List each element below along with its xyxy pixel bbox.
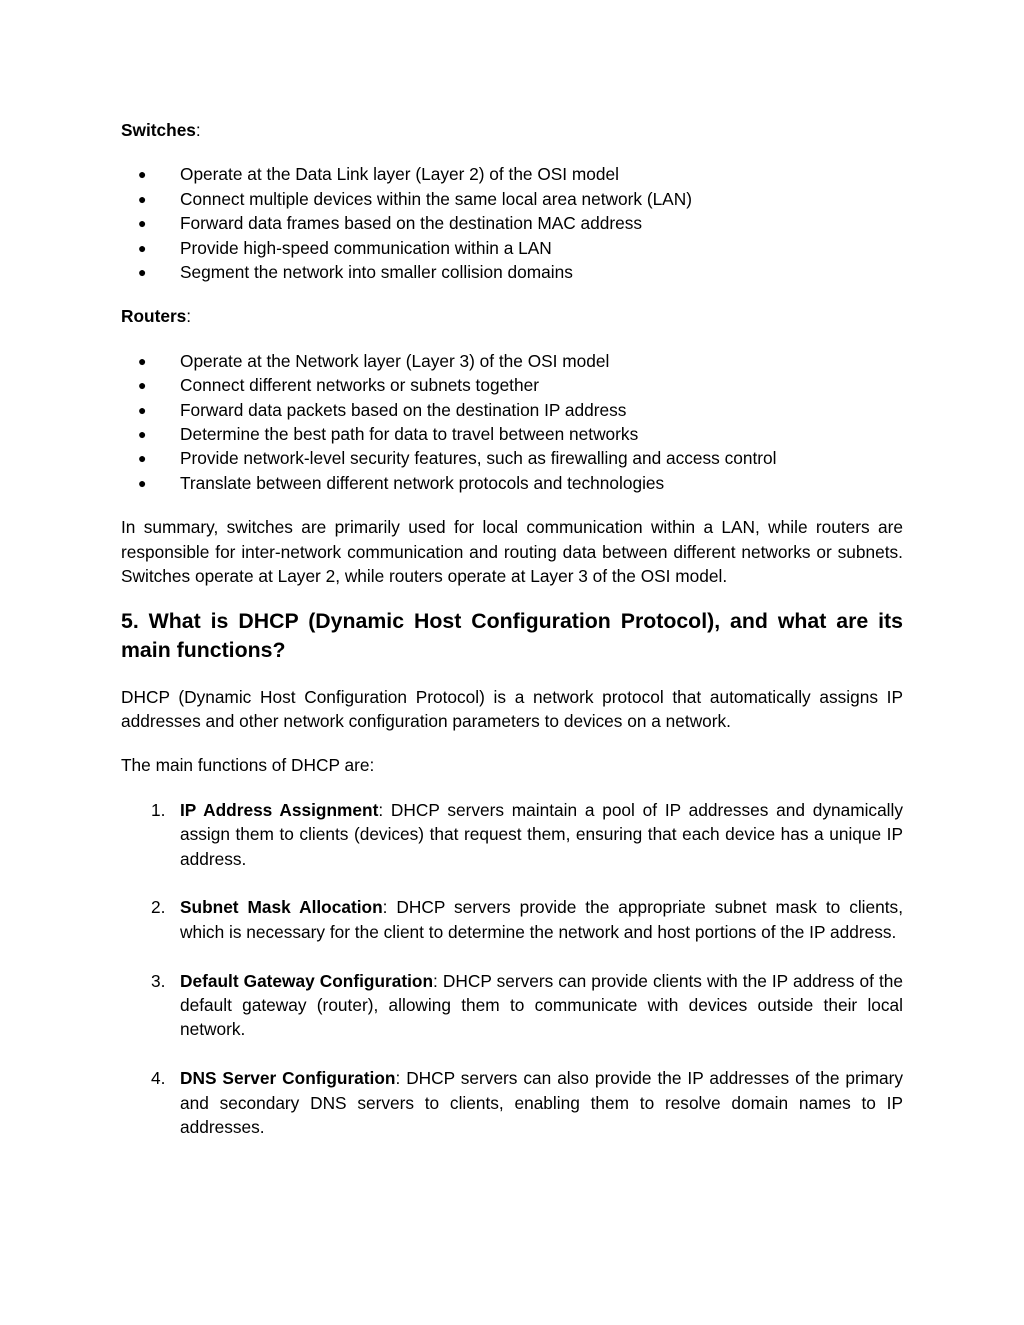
function-term: Subnet Mask Allocation bbox=[180, 897, 383, 918]
list-item-text: Segment the network into smaller collision domains bbox=[180, 262, 573, 283]
function-number: 1. bbox=[151, 799, 166, 820]
switches-heading bbox=[121, 118, 903, 142]
routers-heading bbox=[121, 304, 903, 328]
function-number: 2. bbox=[151, 897, 166, 918]
list-item-text: Translate between different network protocols and technologies bbox=[180, 472, 665, 493]
list-item-text: Connect different networks or subnets together bbox=[180, 375, 539, 396]
switches-list bbox=[121, 162, 903, 284]
bullet-icon: ● bbox=[138, 352, 147, 369]
list-item bbox=[121, 260, 903, 284]
function-description: : DHCP servers can also provide the IP addresses of the primary and secondary DNS servers to clients, enabling them to resolve domain names to IP addresses. bbox=[180, 1068, 903, 1137]
function-item bbox=[121, 1066, 903, 1139]
summary-paragraph: In summary, switches are primarily used for local communication within a LAN, while routers are responsible for inter-network communication and routing data between different networks or subnets. Switches operate at Layer 2, while routers operate at Layer 3 of the OSI model. bbox=[121, 517, 903, 587]
list-item-text: Operate at the Network layer (Layer 3) of the OSI model bbox=[180, 350, 610, 371]
list-item bbox=[121, 349, 903, 373]
list-item-text: Provide network-level security features, such as firewalling and access control bbox=[180, 448, 777, 469]
list-item bbox=[121, 162, 903, 186]
list-item bbox=[121, 236, 903, 260]
bullet-icon: ● bbox=[138, 426, 147, 443]
bullet-icon: ● bbox=[138, 190, 147, 207]
routers-list bbox=[121, 349, 903, 495]
list-item bbox=[121, 422, 903, 446]
list-item bbox=[121, 446, 903, 470]
bullet-icon: ● bbox=[138, 166, 147, 183]
function-item bbox=[121, 798, 903, 871]
function-description: : DHCP servers provide the appropriate subnet mask to clients, which is necessary for the client to determine the network and host portions of the IP address. bbox=[180, 897, 903, 942]
bullet-icon: ● bbox=[138, 264, 147, 281]
functions-lead: The main functions of DHCP are: bbox=[121, 755, 375, 776]
list-item-text: Determine the best path for data to travel between networks bbox=[180, 424, 639, 445]
list-item-text: Operate at the Data Link layer (Layer 2) of the OSI model bbox=[180, 164, 619, 185]
question-heading: 5. What is DHCP (Dynamic Host Configuration Protocol), and what are its main functions? bbox=[121, 608, 903, 662]
bullet-icon: ● bbox=[138, 474, 147, 491]
routers-heading-colon: : bbox=[186, 306, 192, 327]
function-term: DNS Server Configuration bbox=[180, 1068, 396, 1089]
function-description: : DHCP servers maintain a pool of IP addresses and dynamically assign them to clients (devices) that request them, ensuring that each device has a unique IP address. bbox=[180, 799, 903, 869]
bullet-icon: ● bbox=[138, 215, 147, 232]
function-item bbox=[121, 895, 903, 944]
list-item bbox=[121, 211, 903, 235]
list-item-text: Connect multiple devices within the same local area network (LAN) bbox=[180, 188, 692, 209]
list-item bbox=[121, 398, 903, 422]
function-term: IP Address Assignment bbox=[180, 799, 379, 820]
bullet-icon: ● bbox=[138, 239, 147, 256]
switches-heading-colon: : bbox=[195, 120, 201, 140]
function-term: Default Gateway Configuration bbox=[180, 970, 434, 991]
list-item-text: Forward data frames based on the destination MAC address bbox=[180, 213, 643, 234]
function-item bbox=[121, 969, 903, 1042]
routers-heading-label: Routers bbox=[121, 306, 187, 327]
list-item-text: Provide high-speed communication within a LAN bbox=[180, 237, 552, 258]
bullet-icon: ● bbox=[138, 450, 147, 467]
bullet-icon: ● bbox=[138, 377, 147, 394]
switches-heading-label: Switches bbox=[121, 120, 196, 140]
bullet-icon: ● bbox=[138, 401, 147, 418]
dhcp-intro-paragraph: DHCP (Dynamic Host Configuration Protocol) is a network protocol that automatically assigns IP addresses and other network configuration parameters to devices on a network. bbox=[121, 686, 903, 731]
list-item bbox=[121, 187, 903, 211]
function-number: 4. bbox=[151, 1068, 166, 1089]
list-item bbox=[121, 471, 903, 495]
dhcp-functions-list bbox=[121, 798, 903, 1140]
function-number: 3. bbox=[151, 970, 166, 991]
function-description: : DHCP servers can provide clients with the IP address of the default gateway (router), allowing them to communicate with devices outside their local network. bbox=[180, 970, 903, 1040]
document-page bbox=[121, 118, 903, 1164]
list-item-text: Forward data packets based on the destination IP address bbox=[180, 399, 627, 420]
list-item bbox=[121, 373, 903, 397]
